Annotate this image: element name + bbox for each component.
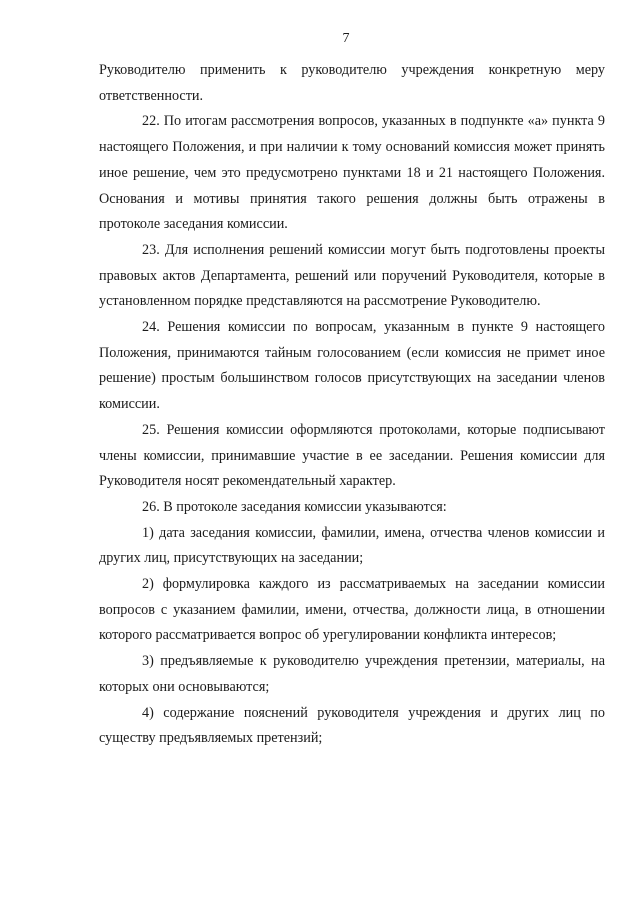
paragraph-item-26: 26. В протоколе заседания комиссии указываются:	[142, 498, 447, 515]
document-body	[99, 58, 605, 752]
list-item-4: 4) содержание пояснений руководителя учреждения и других лиц по существу предъявляемых претензий;	[99, 704, 605, 747]
paragraph-item-22: 22. По итогам рассмотрения вопросов, указанных в подпункте «а» пункта 9 настоящего Положения, и при наличии к тому оснований комиссия может принять иное решение, чем это предусмотрено пунктами 18 и 21 настоящего Положения. Основания и мотивы принятия такого решения должны быть отражены в протоколе заседания комиссии.	[99, 113, 605, 233]
page-number: 7	[342, 31, 350, 46]
list-item-3: 3) предъявляемые к руководителю учреждения претензии, материалы, на которых они основываются;	[99, 653, 605, 695]
paragraph-item-24: 24. Решения комиссии по вопросам, указанным в пункте 9 настоящего Положения, принимаются тайным голосованием (если комиссия не примет иное решение) простым большинством голосов присутствующих на заседании членов комиссии.	[99, 319, 605, 413]
list-item-2: 2) формулировка каждого из рассматриваемых на заседании комиссии вопросов с указанием фамилии, имени, отчества, должности лица, в отношении которого рассматривается вопрос об урегулировании конфликта интересов;	[99, 576, 605, 644]
paragraph-item-23: 23. Для исполнения решений комиссии могут быть подготовлены проекты правовых актов Департамента, решений или поручений Руководителя, которые в установленном порядке представляются на рассмотрение Руководителю.	[99, 241, 605, 310]
list-item-1: 1) дата заседания комиссии, фамилии, имена, отчества членов комиссии и других лиц, присутствующих на заседании;	[99, 524, 605, 567]
paragraph-continuation: Руководителю применить к руководителю учреждения конкретную меру ответственности.	[99, 62, 605, 104]
paragraph-item-25: 25. Решения комиссии оформляются протоколами, которые подписывают члены комиссии, принимавшие участие в ее заседании. Решения комиссии для Руководителя носят рекомендательный характер.	[99, 421, 605, 490]
